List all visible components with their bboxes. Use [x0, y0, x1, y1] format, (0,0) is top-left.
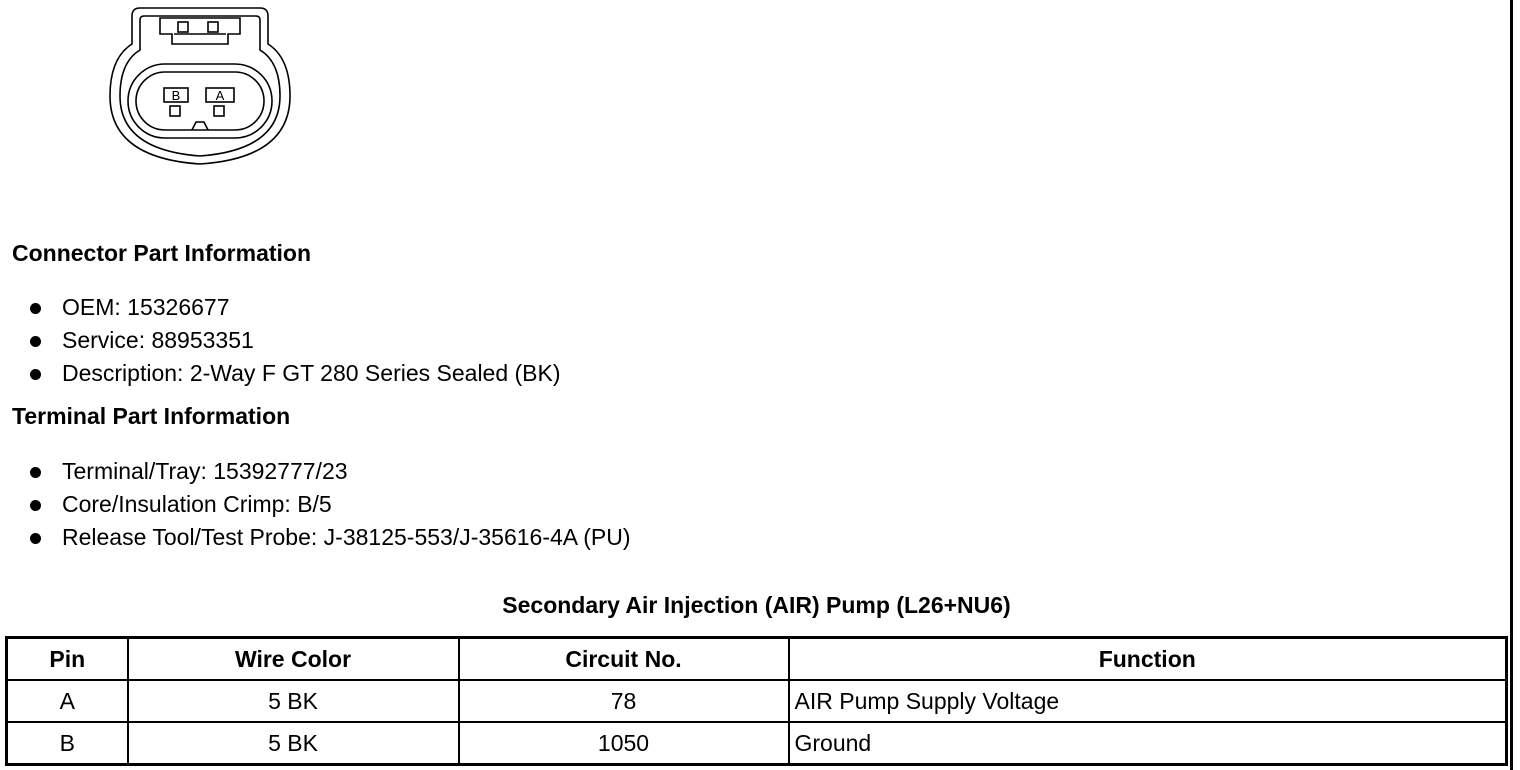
- terminal-info-list: [30, 455, 631, 554]
- connector-info-list: [30, 291, 561, 390]
- cell-circuit: 1050: [459, 722, 789, 765]
- list-item: Core/Insulation Crimp: B/5: [30, 488, 631, 521]
- table-header-row: [7, 638, 1507, 681]
- connector-face-diagram: [100, 0, 300, 172]
- list-item: OEM: 15326677: [30, 291, 561, 324]
- pin-table-title: Secondary Air Injection (AIR) Pump (L26+NU6): [502, 592, 1011, 618]
- header-wire-color: Wire Color: [128, 638, 459, 681]
- cell-circuit: 78: [459, 680, 789, 722]
- table-row: [7, 680, 1507, 722]
- cell-wire-color: 5 BK: [128, 680, 459, 722]
- pin-table: [5, 636, 1508, 766]
- table-row: [7, 722, 1507, 765]
- connector-info-heading: Connector Part Information: [12, 240, 312, 266]
- page-border-right: [1510, 0, 1513, 770]
- cell-function: AIR Pump Supply Voltage: [789, 680, 1507, 722]
- list-item: Service: 88953351: [30, 324, 561, 357]
- cell-pin: B: [7, 722, 128, 765]
- pin-a-label: A: [215, 88, 225, 103]
- cell-function: Ground: [789, 722, 1507, 765]
- list-item: Terminal/Tray: 15392777/23: [30, 455, 631, 488]
- connector-latch: [160, 18, 240, 44]
- header-pin: Pin: [7, 638, 128, 681]
- list-item: Release Tool/Test Probe: J-38125-553/J-35616-4A (PU): [30, 521, 631, 554]
- pin-b-label: B: [171, 88, 181, 103]
- terminal-info-heading: Terminal Part Information: [12, 403, 291, 429]
- header-circuit: Circuit No.: [459, 638, 789, 681]
- header-function: Function: [789, 638, 1507, 681]
- cell-pin: A: [7, 680, 128, 722]
- cell-wire-color: 5 BK: [128, 722, 459, 765]
- connector-housing-outline: [110, 8, 290, 164]
- list-item: Description: 2-Way F GT 280 Series Sealed (BK): [30, 357, 561, 390]
